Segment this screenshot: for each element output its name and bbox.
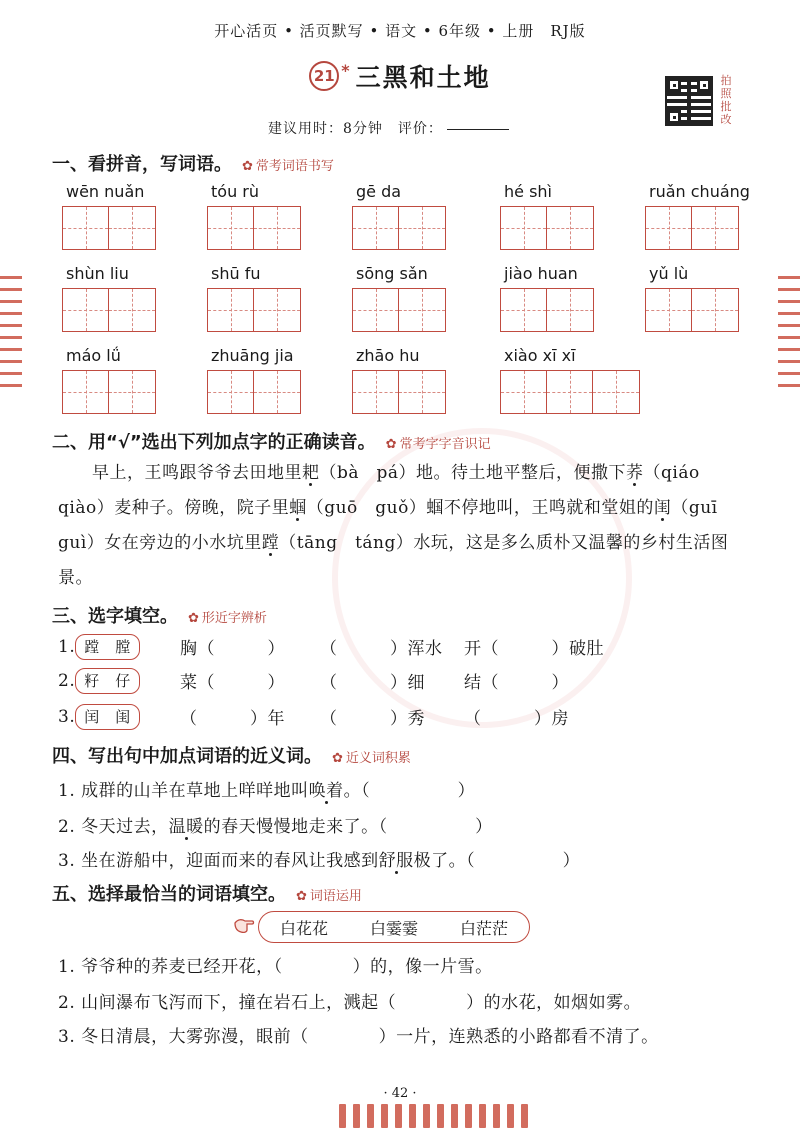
section1-title: 一、看拼音，写词语。 [52, 154, 232, 175]
fill-blank[interactable]: （ ）细 [320, 673, 425, 693]
tian-zi-cell[interactable] [208, 207, 254, 249]
section5-tag: ✿ 词语运用 [296, 889, 362, 904]
writing-grid[interactable] [207, 288, 301, 332]
section4-title: 四、写出句中加点词语的近义词。 [52, 746, 322, 767]
pinyin-label: ruǎn chuáng [649, 182, 750, 201]
item-text: 的春天慢慢地走来了。（ ） [203, 817, 493, 837]
tian-zi-cell[interactable] [109, 289, 155, 331]
word-bank-item: 白茫茫 [459, 918, 508, 938]
writing-grid[interactable] [352, 288, 446, 332]
tian-zi-cell[interactable] [63, 207, 109, 249]
section3-heading [52, 602, 267, 628]
tian-zi-cell[interactable] [399, 371, 445, 413]
synonym-item-3[interactable] [58, 846, 580, 871]
row-number: 2. [58, 671, 76, 691]
section3-title: 三、选字填空。 [52, 606, 178, 627]
tian-zi-cell[interactable] [593, 371, 639, 413]
section1-heading [52, 150, 334, 176]
char-choice-row [58, 668, 160, 694]
left-binding-bars [0, 276, 22, 387]
tian-zi-cell[interactable] [208, 289, 254, 331]
tian-zi-cell[interactable] [501, 371, 547, 413]
tian-zi-cell[interactable] [254, 207, 300, 249]
tian-zi-cell[interactable] [353, 289, 399, 331]
tian-zi-cell[interactable] [353, 207, 399, 249]
lesson-star: * [341, 60, 350, 80]
tian-zi-cell[interactable] [646, 207, 692, 249]
tian-zi-cell[interactable] [353, 371, 399, 413]
fill-item-2[interactable]: 2. 山间瀑布飞泻而下，撞在岩石上，溅起（ ）的水花，如烟如雾。 [58, 993, 642, 1013]
item-text: 。（ ） [343, 781, 476, 801]
pinyin-label: shū fu [211, 264, 261, 283]
writing-grid[interactable] [500, 370, 640, 414]
series-header: 开心活页 • 活页默写 • 语文 • 6年级 • 上册 RJ版 [214, 22, 586, 40]
time-evaluation-row [268, 118, 509, 138]
para-text[interactable]: （guō guǒ）蝈不停地叫，王鸣就和堂姐的 [306, 498, 654, 518]
para-text[interactable]: （bà pá）地。待土地平整后，便撒下 [319, 463, 627, 483]
section5-title: 五、选择最恰当的词语填空。 [52, 884, 286, 905]
fill-item-1[interactable]: 1. 爷爷种的荞麦已经开花，（ ）的，像一片雪。 [58, 957, 493, 977]
reading-paragraph [58, 456, 748, 596]
fill-blank[interactable]: （ ）浑水 [320, 639, 443, 659]
fill-blank[interactable]: 开（ ）破肚 [464, 639, 604, 659]
section5-heading [52, 880, 362, 906]
char-choice-row [58, 634, 160, 660]
tian-zi-cell[interactable] [208, 371, 254, 413]
writing-grid[interactable] [500, 288, 594, 332]
tian-zi-cell[interactable] [547, 207, 593, 249]
section2-title: 二、用“√”选出下列加点字的正确读音。 [52, 432, 376, 453]
word-bank-item: 白花花 [279, 918, 328, 938]
section4-heading [52, 742, 411, 768]
pinyin-label: sōng sǎn [356, 264, 428, 283]
section2-tag: ✿ 常考字字音识记 [386, 437, 491, 452]
tian-zi-cell[interactable] [109, 371, 155, 413]
tian-zi-cell[interactable] [692, 289, 738, 331]
word-bank-item: 白霎霎 [369, 918, 418, 938]
pinyin-label: gē da [356, 182, 402, 201]
dotted-char: 蹚 [261, 533, 280, 553]
writing-grid[interactable] [207, 370, 301, 414]
pointing-hand-icon [232, 913, 256, 937]
fill-blank[interactable]: （ ）房 [464, 709, 569, 729]
char-choice-row [58, 704, 160, 730]
dotted-word: 温暖 [168, 817, 204, 837]
section4-tag: ✿ 近义词积累 [332, 751, 411, 766]
fill-blank[interactable]: 结（ ） [464, 673, 569, 693]
tian-zi-cell[interactable] [254, 289, 300, 331]
pinyin-label: wēn nuǎn [66, 182, 145, 201]
fill-blank[interactable]: （ ）秀 [320, 709, 425, 729]
fill-blank[interactable]: 菜（ ） [180, 673, 285, 693]
section3-tag: ✿ 形近字辨析 [188, 611, 267, 626]
pinyin-label: jiào huan [504, 264, 578, 283]
writing-grid[interactable] [62, 206, 156, 250]
evaluation-blank[interactable] [447, 129, 509, 130]
writing-grid[interactable] [645, 206, 739, 250]
section1-tag: ✿ 常考词语书写 [242, 159, 334, 174]
writing-grid[interactable] [62, 370, 156, 414]
page-title: 三黑和土地 [355, 63, 491, 92]
right-binding-bars [778, 276, 800, 387]
pinyin-label: yǔ lù [649, 264, 689, 283]
item-text: 3. 坐在游船中，迎面而来的春风让我感到 [58, 851, 379, 871]
writing-grid[interactable] [352, 206, 446, 250]
tian-zi-cell[interactable] [399, 207, 445, 249]
char-choice-box: 闰 闺 [75, 704, 140, 730]
dotted-char: 耙 [302, 463, 320, 483]
tian-zi-cell[interactable] [547, 371, 593, 413]
tian-zi-cell[interactable] [692, 207, 738, 249]
dotted-char: 荞 [626, 463, 644, 483]
pinyin-label: máo lǘ [66, 346, 121, 365]
tian-zi-cell[interactable] [399, 289, 445, 331]
lesson-number-badge: 21 [309, 61, 339, 91]
bottom-binding-bars [339, 1104, 528, 1128]
pinyin-label: hé shì [504, 182, 552, 201]
tian-zi-cell[interactable] [254, 371, 300, 413]
writing-grid[interactable] [500, 206, 594, 250]
tian-zi-cell[interactable] [501, 207, 547, 249]
char-choice-box: 籽 仔 [75, 668, 140, 694]
word-bank [258, 911, 530, 943]
row-number: 1. [58, 637, 76, 657]
char-choice-box: 蹚 膛 [75, 634, 140, 660]
qr-code-icon[interactable] [665, 76, 713, 126]
para-text[interactable]: （tāng táng）水玩，这是多么质朴又温馨的乡村生活图景。 [58, 533, 729, 588]
pinyin-label: zhāo hu [356, 346, 420, 365]
synonym-item-2[interactable] [58, 812, 493, 837]
writing-grid[interactable] [207, 206, 301, 250]
qr-label: 拍照批改 [720, 74, 732, 126]
dotted-char: 闺 [653, 498, 672, 518]
pinyin-label: tóu rù [211, 182, 260, 201]
item-text: 极了。（ ） [413, 851, 581, 871]
tian-zi-cell[interactable] [63, 289, 109, 331]
dotted-word: 舒服 [378, 851, 414, 871]
synonym-item-1[interactable] [58, 776, 475, 801]
item-text: 2. 冬天过去， [58, 817, 169, 837]
tian-zi-cell[interactable] [646, 289, 692, 331]
tian-zi-cell[interactable] [63, 371, 109, 413]
para-text: 早上，王鸣跟爷爷去田地里 [92, 463, 302, 483]
para-text[interactable]: （qiáo qiào）麦种子。傍晚，院子里 [58, 463, 718, 518]
writing-grid[interactable] [645, 288, 739, 332]
tian-zi-cell[interactable] [109, 207, 155, 249]
tian-zi-cell[interactable] [547, 289, 593, 331]
tian-zi-cell[interactable] [501, 289, 547, 331]
section2-heading [52, 428, 491, 454]
dotted-char: 蝈 [289, 498, 307, 518]
time-text: 建议用时：8分钟 评价： [268, 121, 443, 137]
dotted-word: 唤着 [308, 781, 344, 801]
para-text[interactable]: （guī guì）女在旁边的小水坑里 [58, 498, 736, 553]
pinyin-label: zhuāng jia [211, 346, 294, 365]
fill-blank[interactable]: 胸（ ） [180, 639, 285, 659]
row-number: 3. [58, 707, 76, 727]
item-text: 1. 成群的山羊在草地上咩咩地叫 [58, 781, 309, 801]
fill-blank[interactable]: （ ）年 [180, 709, 285, 729]
writing-grid[interactable] [62, 288, 156, 332]
pinyin-label: xiào xī xī [504, 346, 576, 365]
writing-grid[interactable] [352, 370, 446, 414]
page-number: · 42 · [383, 1086, 417, 1101]
fill-item-3[interactable]: 3. 冬日清晨，大雾弥漫，眼前（ ）一片，连熟悉的小路都看不清了。 [58, 1027, 659, 1047]
pinyin-label: shùn liu [66, 264, 129, 283]
